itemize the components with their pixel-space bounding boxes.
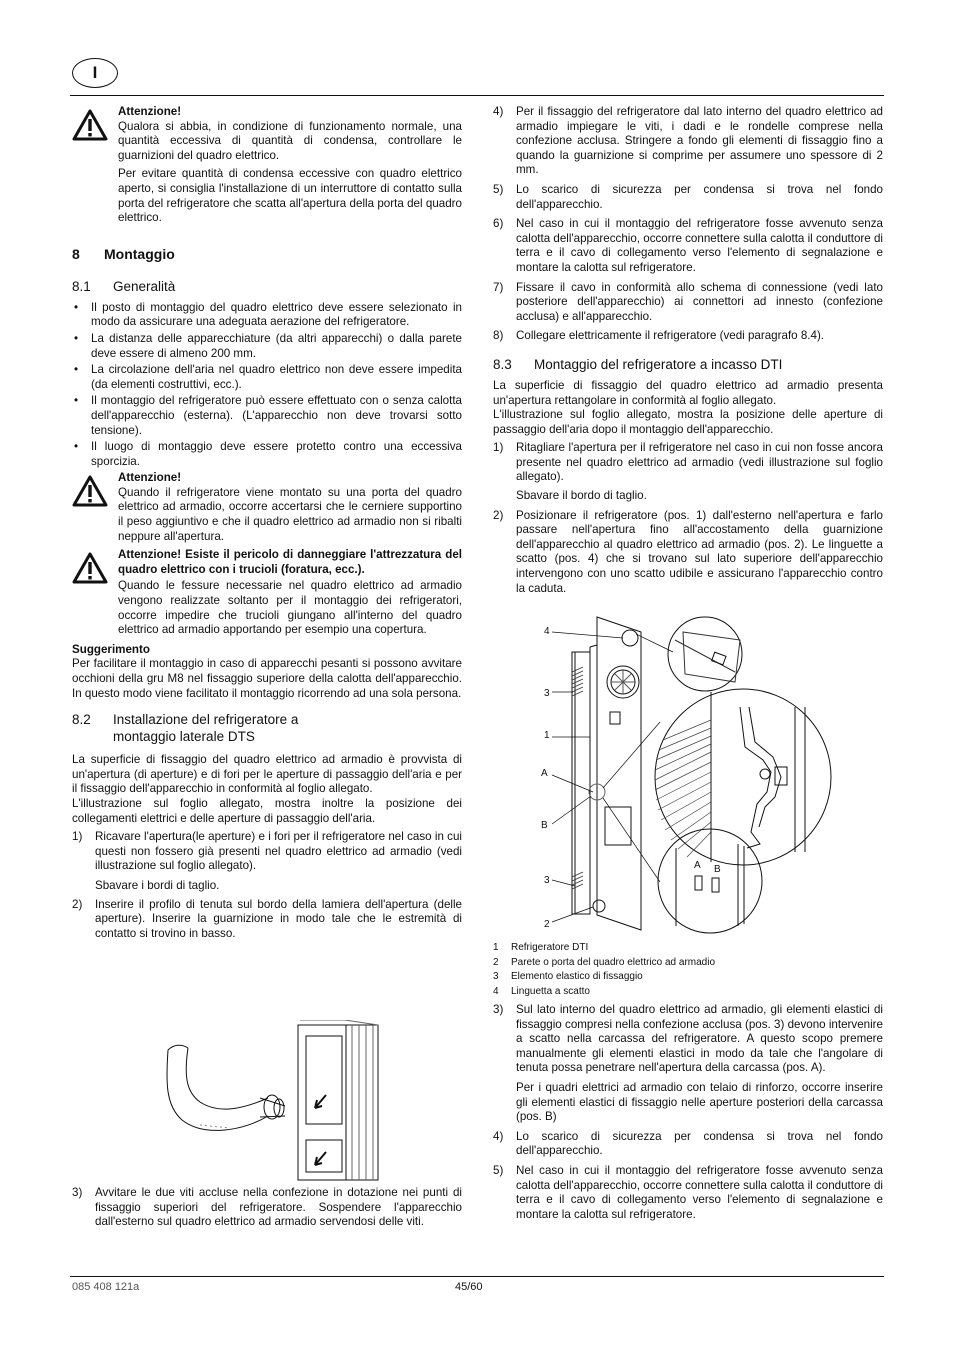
warning-title: Attenzione! (118, 105, 182, 118)
figure-label: A (694, 860, 701, 871)
warning-title: Attenzione! (118, 471, 182, 485)
header-rule (70, 95, 884, 96)
warning-text: Quando le fessure necessarie nel quadro elettrico ad armadio vengono realizzate soltanto per il montaggio dei refrigeratori, occorre impedire che trucioli giungano all'interno del quadro elettrico ad armadio apportando per esempio una copertura. (118, 579, 462, 637)
list-item: • Il posto di montaggio del quadro elettrico deve essere selezionato in modo da assicurare una adeguata aerazione del refrigeratore. (74, 300, 462, 329)
warning-triangle-icon (72, 475, 108, 507)
warning-triangle-icon (72, 109, 108, 141)
bullet-list-general (72, 301, 462, 470)
language-badge: I (72, 58, 118, 88)
step-item: 8) Collegare elettricamente il refrigeratore (vedi paragrafo 8.4). (493, 329, 825, 343)
step-item: 5) Nel caso in cui il montaggio del refrigeratore fosse avvenuto senza calotta dell'apparecchio, occorre connettere sulla calotta il conduttore di terra e il cavo di collegamento verso l'elemento di segnalazione e montare la calotta sul refrigeratore. (493, 1163, 883, 1221)
section-heading-8-1: 8.1 Generalità (72, 278, 176, 294)
left-column-bottom (72, 1186, 462, 1230)
right-column-bottom (493, 1003, 883, 1222)
warning-triangle-icon (72, 552, 108, 584)
figure-label: 4 (544, 626, 550, 637)
step-item: 2) Posizionare il refrigeratore (pos. 1) dall'esterno nell'apertura e farlo passare nell'apertura fino all'accostamento della guarnizione dell'apparecchio al quadro elettrico ad armadio (pos. 2). Le linguette a scatto (pos. 4) che si trovano sul lato superiore dell'apparecchio intervengono con uno scatto udibile e assicurano l'apparecchio contro la caduta. (493, 508, 883, 595)
warning-condensation (72, 105, 462, 226)
tip-title: Suggerimento (72, 642, 150, 656)
tip-text: Per facilitare il montaggio in caso di apparecchi pesanti si possono avvitare occhioni della gru M8 nel fissaggio superiore della calotta dell'apparecchio. In questo modo viene facilitato il montaggio ricorrendo ad una sola persona. (72, 657, 462, 700)
section-heading-8-3: 8.3 Montaggio del refrigeratore a incasso DTI (493, 356, 783, 372)
step-item: 4) Lo scarico di sicurezza per condensa si trova nel fondo dell'apparecchio. (493, 1129, 883, 1158)
list-item: • La distanza delle apparecchiature (da altri apparecchi) o dalla parete deve essere di almeno 200 mm. (74, 331, 462, 360)
figure-label: 2 (544, 919, 550, 930)
paragraph: La superficie di fissaggio del quadro elettrico ad armadio è provvista di un'apertura (di aperture) e di fori per le aperture di passaggio dell'aria e per il fissaggio dell'apparecchio in conformità al foglio allegato. (72, 753, 462, 796)
step-item: 1) Ritagliare l'apertura per il refrigeratore nel caso in cui non fosse ancora presente nel quadro elettrico ad armadio (vedi illustrazione sul foglio allegato). Sbavare il bordo di taglio. (493, 441, 883, 503)
caption-item: 4 Linguetta a scatto (493, 985, 590, 997)
step-item: 7) Fissare il cavo in conformità allo schema di connessione (vedi lato posteriore dell'apparecchio) ai connettori ad innesto (confezione acclusa) e all'apparecchio. (493, 280, 883, 323)
warning-text: Qualora si abbia, in condizione di funzionamento normale, una quantità eccessiva di quantità di condensa, controllare le guarnizioni del quadro elettrico. (118, 119, 462, 162)
figure-label: B (541, 820, 548, 831)
warning-title: Attenzione! Esiste il pericolo di danneggiare l'attrezzatura del quadro elettrico con i trucioli (foratura, ecc.). (118, 548, 462, 576)
warning-text: Per evitare quantità di condensa eccessive con quadro elettrico aperto, si consiglia l'installazione di un interruttore di contatto sulla porta del refrigeratore che scatta all'apertura della porta del quadro elettrico. (118, 167, 462, 225)
step-item: 6) Nel caso in cui il montaggio del refrigeratore fosse avvenuto senza calotta dell'apparecchio, occorre connettere sulla calotta il conduttore di terra e il cavo di collegamento verso l'elemento di segnalazione e montare la calotta sul refrigeratore. (493, 217, 883, 274)
warning-door-mount (72, 471, 462, 544)
figure-label: 3 (544, 688, 550, 699)
list-item: • Il luogo di montaggio deve essere protetto contro una eccessiva sporcizia. (74, 440, 462, 468)
tip-box (72, 643, 462, 701)
warning-text: Quando il refrigeratore viene montato su una porta del quadro elettrico ad armadio, occorre accertarsi che le cerniere supportino il peso aggiuntivo e che il quadro elettrico ad armadio non si ribalti neppure all'apertura. (118, 485, 462, 543)
caption-item: 2 Parete o porta del quadro elettrico ad armadio (493, 956, 716, 968)
step-item: 1) Ricavare l'apertura(le aperture) e i fori per il refrigeratore nel caso in cui questi non fossero già presenti nel quadro elettrico ad armadio (vedi illustrazione sul foglio allegato). Sbavare i bordi di taglio. (72, 830, 462, 892)
caption-item: 3 Elemento elastico di fissaggio (493, 971, 643, 983)
list-item: • La circolazione dell'aria nel quadro elettrico non deve essere impedita (da elementi costruttivi, ecc.). (74, 363, 462, 391)
step-item: 4) Per il fissaggio del refrigeratore dal lato interno del quadro elettrico ad armadio impiegare le viti, i dadi e le rondelle comprese nella confezione acclusa. Stringere a fondo gli elementi di fissaggio fino a quando la guarnizione si comprime per assumere uno spessore di 2 mm. (493, 105, 883, 177)
warning-chips (72, 548, 462, 638)
figure-label: 3 (544, 875, 550, 886)
paragraph: L'illustrazione sul foglio allegato, mostra la posizione delle aperture di passaggio dell'aria dopo il montaggio dell'apparecchio. (493, 408, 883, 436)
step-item: 3) Avvitare le due viti accluse nella confezione in dotazione nei punti di fissaggio superiori del refrigeratore. Sospendere l'apparecchio dall'esterno sul quadro elettrico ad armadio servendosi delle viti. (72, 1186, 462, 1229)
document-code: 085 408 121a (72, 1281, 140, 1293)
detail-circle-ab (654, 826, 766, 936)
figure-label: 1 (544, 730, 550, 741)
step-item: 5) Lo scarico di sicurezza per condensa si trova nel fondo dell'apparecchio. (493, 182, 883, 211)
right-column (493, 105, 883, 596)
caption-item: 1 Refrigeratore DTI (493, 942, 589, 953)
page-number: 45/60 (455, 1281, 483, 1293)
paragraph: L'illustrazione sul foglio allegato, mostra inoltre la posizione dei collegamenti elettrici e delle aperture di passaggio dell'aria. (72, 796, 462, 825)
section-heading-8: 8 Montaggio (72, 245, 175, 262)
figure-label: B (714, 864, 721, 875)
left-column (72, 105, 462, 941)
step-item: 2) Inserire il profilo di tenuta sul bordo della lamiera dell'apertura (delle aperture). Inserire la guarnizione in modo tale che le estremità di contatto si trovino in basso. (72, 897, 462, 940)
footer-rule (70, 1276, 884, 1277)
dts-gasket-illustration (160, 1020, 380, 1185)
paragraph: La superficie di fissaggio del quadro elettrico ad armadio presenta un'apertura rettangolare in conformità al foglio allegato. (493, 378, 883, 407)
step-item: 3) Sul lato interno del quadro elettrico ad armadio, gli elementi elastici di fissaggio compresi nella confezione acclusa (pos. 3) devono intervenire a scatto nella carcassa del refrigeratore. A questo scopo premere manualmente gli elementi elastici in modo da tale che l'angolare di tenuta possa penetrare nell'apertura della carcassa (pos. A). Per i quadri elettrici ad armadio con telaio di rinforzo, occorre inserire gli elementi elastici di fissaggio nelle aperture posteriori della carcassa (pos. B) (493, 1003, 883, 1124)
section-heading-8-2: 8.2 Installazione del refrigeratore a montaggio laterale DTS (72, 712, 299, 745)
list-item: • Il montaggio del refrigeratore può essere effettuato con o senza calotta dell'apparecchio (esterna). (L'apparecchio non deve trovarsi sotto tensione). (74, 394, 462, 437)
figure-label: A (541, 768, 548, 779)
figure-caption-list (493, 941, 883, 999)
